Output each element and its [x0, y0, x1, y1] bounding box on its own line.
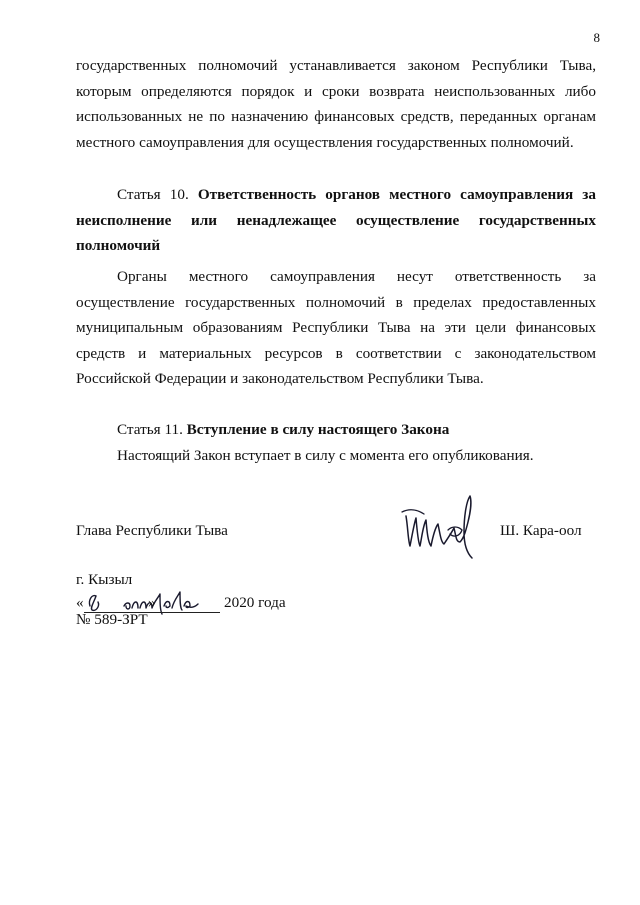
law-number: № 589-ЗРТ — [76, 611, 148, 628]
intro-paragraph — [76, 53, 596, 155]
intro-line-3: использованных не по назначению финансовых средств, переданных органам — [76, 108, 596, 125]
article-10-title: Ответственность органов местного самоуправления за неисполнение или ненадлежащее осуществление государственных полномочий — [76, 186, 596, 254]
article-11-title: Вступление в силу настоящего Закона — [186, 421, 450, 438]
signatory-name: Ш. Кара-оол — [500, 522, 582, 539]
page-number: 8 — [593, 30, 600, 45]
article-10-body: Органы местного самоуправления несут ответственность за осуществление государственных полномочий в пределах предоставленных муниципальным образованиям Республики Тыва на эти цели финансовых средств и материальных ресурсов в соответствии с законодательством Российской Федерации и законодательством Республики Тыва. — [76, 268, 596, 387]
article-11-number: Статья 11. — [117, 421, 183, 438]
date-open-quote: « — [76, 594, 84, 611]
article-10-number: Статья 10. — [117, 186, 189, 203]
intro-line-1: государственных полномочий устанавливается законом Республики Тыва, — [76, 57, 596, 74]
article-11-heading — [76, 417, 596, 443]
date-close-quote: » — [148, 594, 156, 611]
intro-line-2: которым определяются порядок и сроки возврата неиспользованных либо — [76, 82, 596, 100]
intro-line-4: местного самоуправления для осуществления государственных полномочий. — [76, 133, 574, 151]
signatory-title: Глава Республики Тыва — [76, 522, 228, 539]
date-year: 2020 года — [224, 594, 286, 611]
article-10-heading — [76, 182, 596, 259]
handwritten-signature — [398, 488, 498, 560]
place: г. Кызыл — [76, 571, 133, 588]
article-11-body: Настоящий Закон вступает в силу с момента его опубликования. — [117, 447, 534, 464]
